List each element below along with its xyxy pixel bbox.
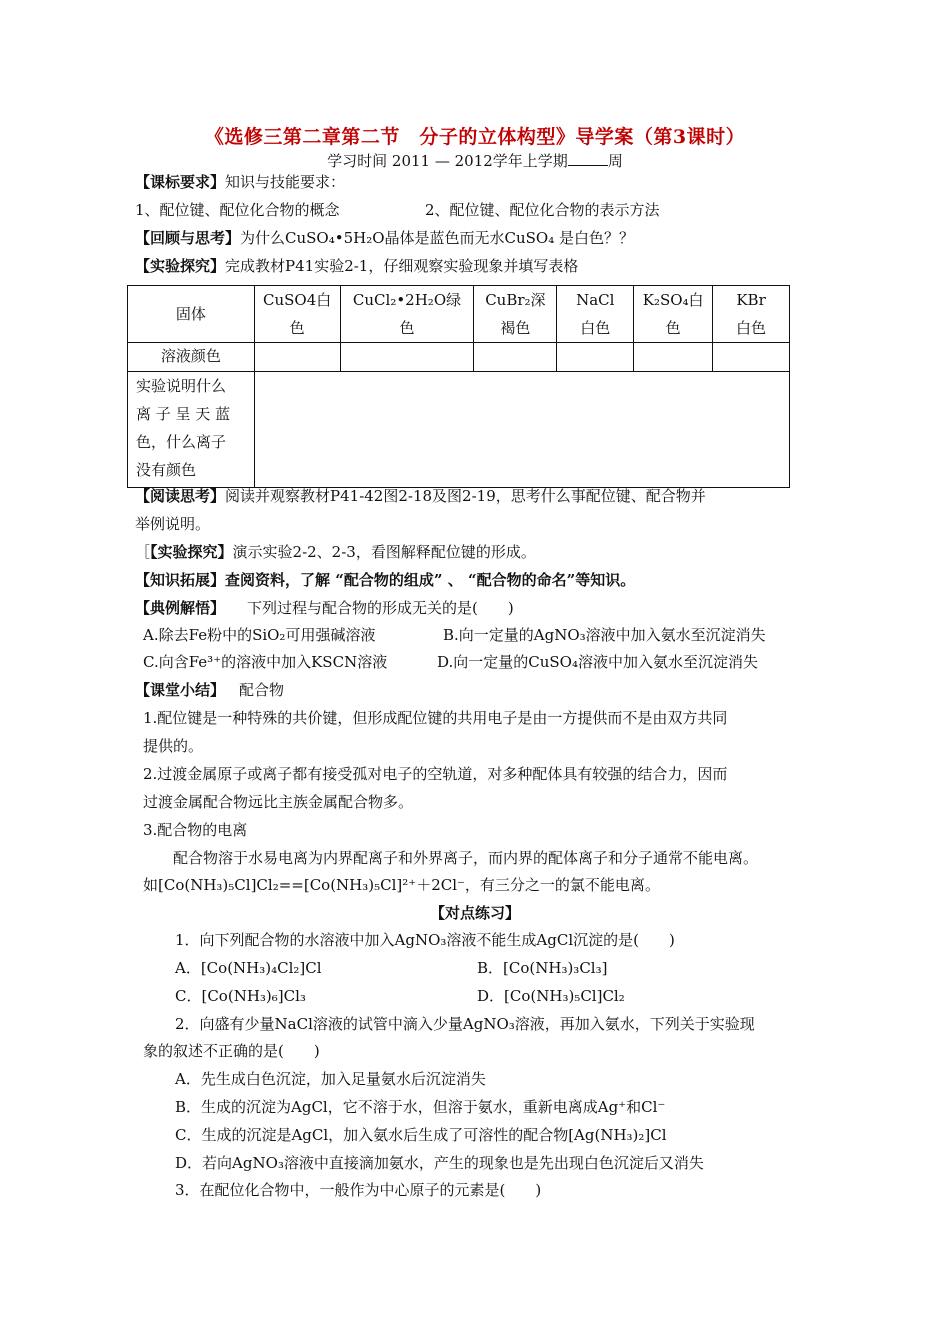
summary-p2b: 过渡金属配合物远比主族金属配合物多。 bbox=[143, 793, 414, 811]
summary-line bbox=[135, 679, 284, 701]
reading-text: 阅读并观察教材P41-42图2-18及图2-19，思考什么事配位键、配合物并 bbox=[225, 487, 706, 505]
table-row bbox=[128, 343, 790, 372]
solid-cell: NaCl 白色 bbox=[557, 286, 634, 343]
page-title: 《选修三第二章第二节 分子的立体构型》导学案（第3课时） bbox=[204, 126, 746, 148]
review-line bbox=[135, 227, 634, 249]
study-week: 周 bbox=[607, 152, 623, 170]
practice-q2-d: D．若向AgNO₃溶液中直接滴加氨水，产生的现象也是先出现白色沉淀后又消失 bbox=[175, 1154, 704, 1172]
experiment1-line bbox=[135, 255, 578, 277]
answer-cell[interactable] bbox=[634, 343, 713, 372]
example-option-a: A.除去Fe粉中的SiO₂可用强碱溶液 bbox=[143, 626, 376, 644]
practice-q1-a: A．[Co(NH₃)₄Cl₂]Cl bbox=[175, 959, 322, 977]
solid-cell: KBr 白色 bbox=[713, 286, 790, 343]
practice-q2-b: B．生成的沉淀为AgCl，它不溶于水，但溶于氨水，重新电离成Ag⁺和Cl⁻ bbox=[175, 1098, 666, 1116]
practice-q1-b: B．[Co(NH₃)₃Cl₃] bbox=[477, 959, 608, 977]
curriculum-line bbox=[135, 171, 345, 193]
reading-label: 【阅读思考】 bbox=[135, 487, 226, 505]
study-time bbox=[0, 150, 950, 171]
objective-2: 2、配位键、配位化合物的表示方法 bbox=[425, 201, 660, 219]
practice-q1-c: C．[Co(NH₃)₆]Cl₃ bbox=[175, 987, 306, 1005]
practice-q2-c: C．生成的沉淀是AgCl，加入氨水后生成了可溶性的配合物[Ag(NH₃)₂]Cl bbox=[175, 1126, 667, 1144]
example-option-d: D.向一定量的CuSO₄溶液中加入氨水至沉淀消失 bbox=[437, 653, 758, 671]
practice-q2a: 2．向盛有少量NaCl溶液的试管中滴入少量AgNO₃溶液，再加入氨水，下列关于实验现 bbox=[175, 1015, 755, 1033]
summary-p1b: 提供的。 bbox=[143, 737, 204, 755]
solid-cell: K₂SO₄白 色 bbox=[634, 286, 713, 343]
answer-cell[interactable] bbox=[713, 343, 790, 372]
experiment2-text: 演示实验2-2、2-3，看图解释配位键的形成。 bbox=[232, 543, 536, 561]
review-label: 【回顾与思考】 bbox=[135, 229, 241, 247]
summary-text: 配合物 bbox=[239, 681, 285, 699]
extension-label: 【知识拓展】 bbox=[135, 571, 226, 589]
example-label: 【典例解悟】 bbox=[135, 599, 226, 617]
practice-heading: 【对点练习】 bbox=[429, 904, 520, 922]
practice-q3: 3．在配位化合物中，一般作为中心原子的元素是( ) bbox=[175, 1181, 542, 1199]
answer-cell[interactable] bbox=[474, 343, 557, 372]
example-line bbox=[135, 597, 514, 619]
curriculum-text: 知识与技能要求： bbox=[225, 173, 346, 191]
experiment2-label: 【实验探究】 bbox=[150, 543, 233, 561]
experiment2-line bbox=[135, 541, 536, 563]
summary-p1a: 1.配位键是一种特殊的共价键，但形成配位键的共用电子是由一方提供而不是由双方共同 bbox=[143, 709, 728, 727]
solution-color-label: 溶液颜色 bbox=[128, 343, 255, 372]
study-time-text: 学习时间 2011 — 2012学年上学期 bbox=[327, 152, 568, 170]
extension-line bbox=[135, 569, 635, 591]
bracket: ［ bbox=[135, 543, 151, 561]
reading-text-2: 举例说明。 bbox=[135, 515, 211, 533]
example-option-b: B.向一定量的AgNO₃溶液中加入氨水至沉淀消失 bbox=[443, 626, 766, 644]
practice-q1: 1．向下列配合物的水溶液中加入AgNO₃溶液不能生成AgCl沉淀的是( ) bbox=[175, 931, 675, 949]
experiment1-text: 完成教材P41实验2-1，仔细观察实验现象并填写表格 bbox=[225, 257, 579, 275]
objective-1: 1、配位键、配位化合物的概念 bbox=[135, 201, 340, 219]
header-cell: 固体 bbox=[128, 286, 255, 343]
summary-p4a: 配合物溶于水易电离为内界配离子和外界离子，而内界的配体离子和分子通常不能电离。 bbox=[173, 849, 759, 867]
summary-p3: 3.配合物的电离 bbox=[143, 821, 248, 839]
answer-cell[interactable] bbox=[254, 343, 340, 372]
practice-q1-d: D．[Co(NH₃)₅Cl]Cl₂ bbox=[477, 987, 625, 1005]
week-blank bbox=[568, 151, 608, 166]
extension-text: 查阅资料，了解 “配合物的组成” 、 “配合物的命名”等知识。 bbox=[225, 571, 636, 589]
table-row bbox=[128, 372, 790, 488]
table-row bbox=[128, 286, 790, 343]
practice-q2b: 象的叙述不正确的是( ) bbox=[143, 1042, 320, 1060]
reading-line bbox=[135, 485, 706, 507]
explanation-label: 实验说明什么 离 子 呈 天 蓝 色，什么离子 没有颜色 bbox=[128, 372, 255, 488]
example-question: 下列过程与配合物的形成无关的是( ) bbox=[247, 599, 514, 617]
summary-p2a: 2.过渡金属原子或离子都有接受孤对电子的空轨道，对多种配体具有较强的结合力，因而 bbox=[143, 765, 728, 783]
experiment1-label: 【实验探究】 bbox=[135, 257, 226, 275]
summary-label: 【课堂小结】 bbox=[135, 681, 226, 699]
solid-cell: CuCl₂•2H₂O绿 色 bbox=[340, 286, 474, 343]
example-option-c: C.向含Fe³⁺的溶液中加入KSCN溶液 bbox=[143, 653, 388, 671]
experiment-table bbox=[127, 285, 790, 488]
explanation-answer[interactable] bbox=[254, 372, 789, 488]
solid-cell: CuSO4白 色 bbox=[254, 286, 340, 343]
summary-p4b: 如[Co(NH₃)₅Cl]Cl₂==[Co(NH₃)₅Cl]²⁺＋2Cl⁻，有三分之一的氯不能电离。 bbox=[143, 876, 660, 894]
answer-cell[interactable] bbox=[557, 343, 634, 372]
answer-cell[interactable] bbox=[340, 343, 474, 372]
solid-cell: CuBr₂深 褐色 bbox=[474, 286, 557, 343]
curriculum-label: 【课标要求】 bbox=[135, 173, 226, 191]
practice-q2-a: A．先生成白色沉淀，加入足量氨水后沉淀消失 bbox=[175, 1070, 486, 1088]
review-text: 为什么CuSO₄•5H₂O晶体是蓝色而无水CuSO₄ 是白色？？ bbox=[240, 229, 635, 247]
